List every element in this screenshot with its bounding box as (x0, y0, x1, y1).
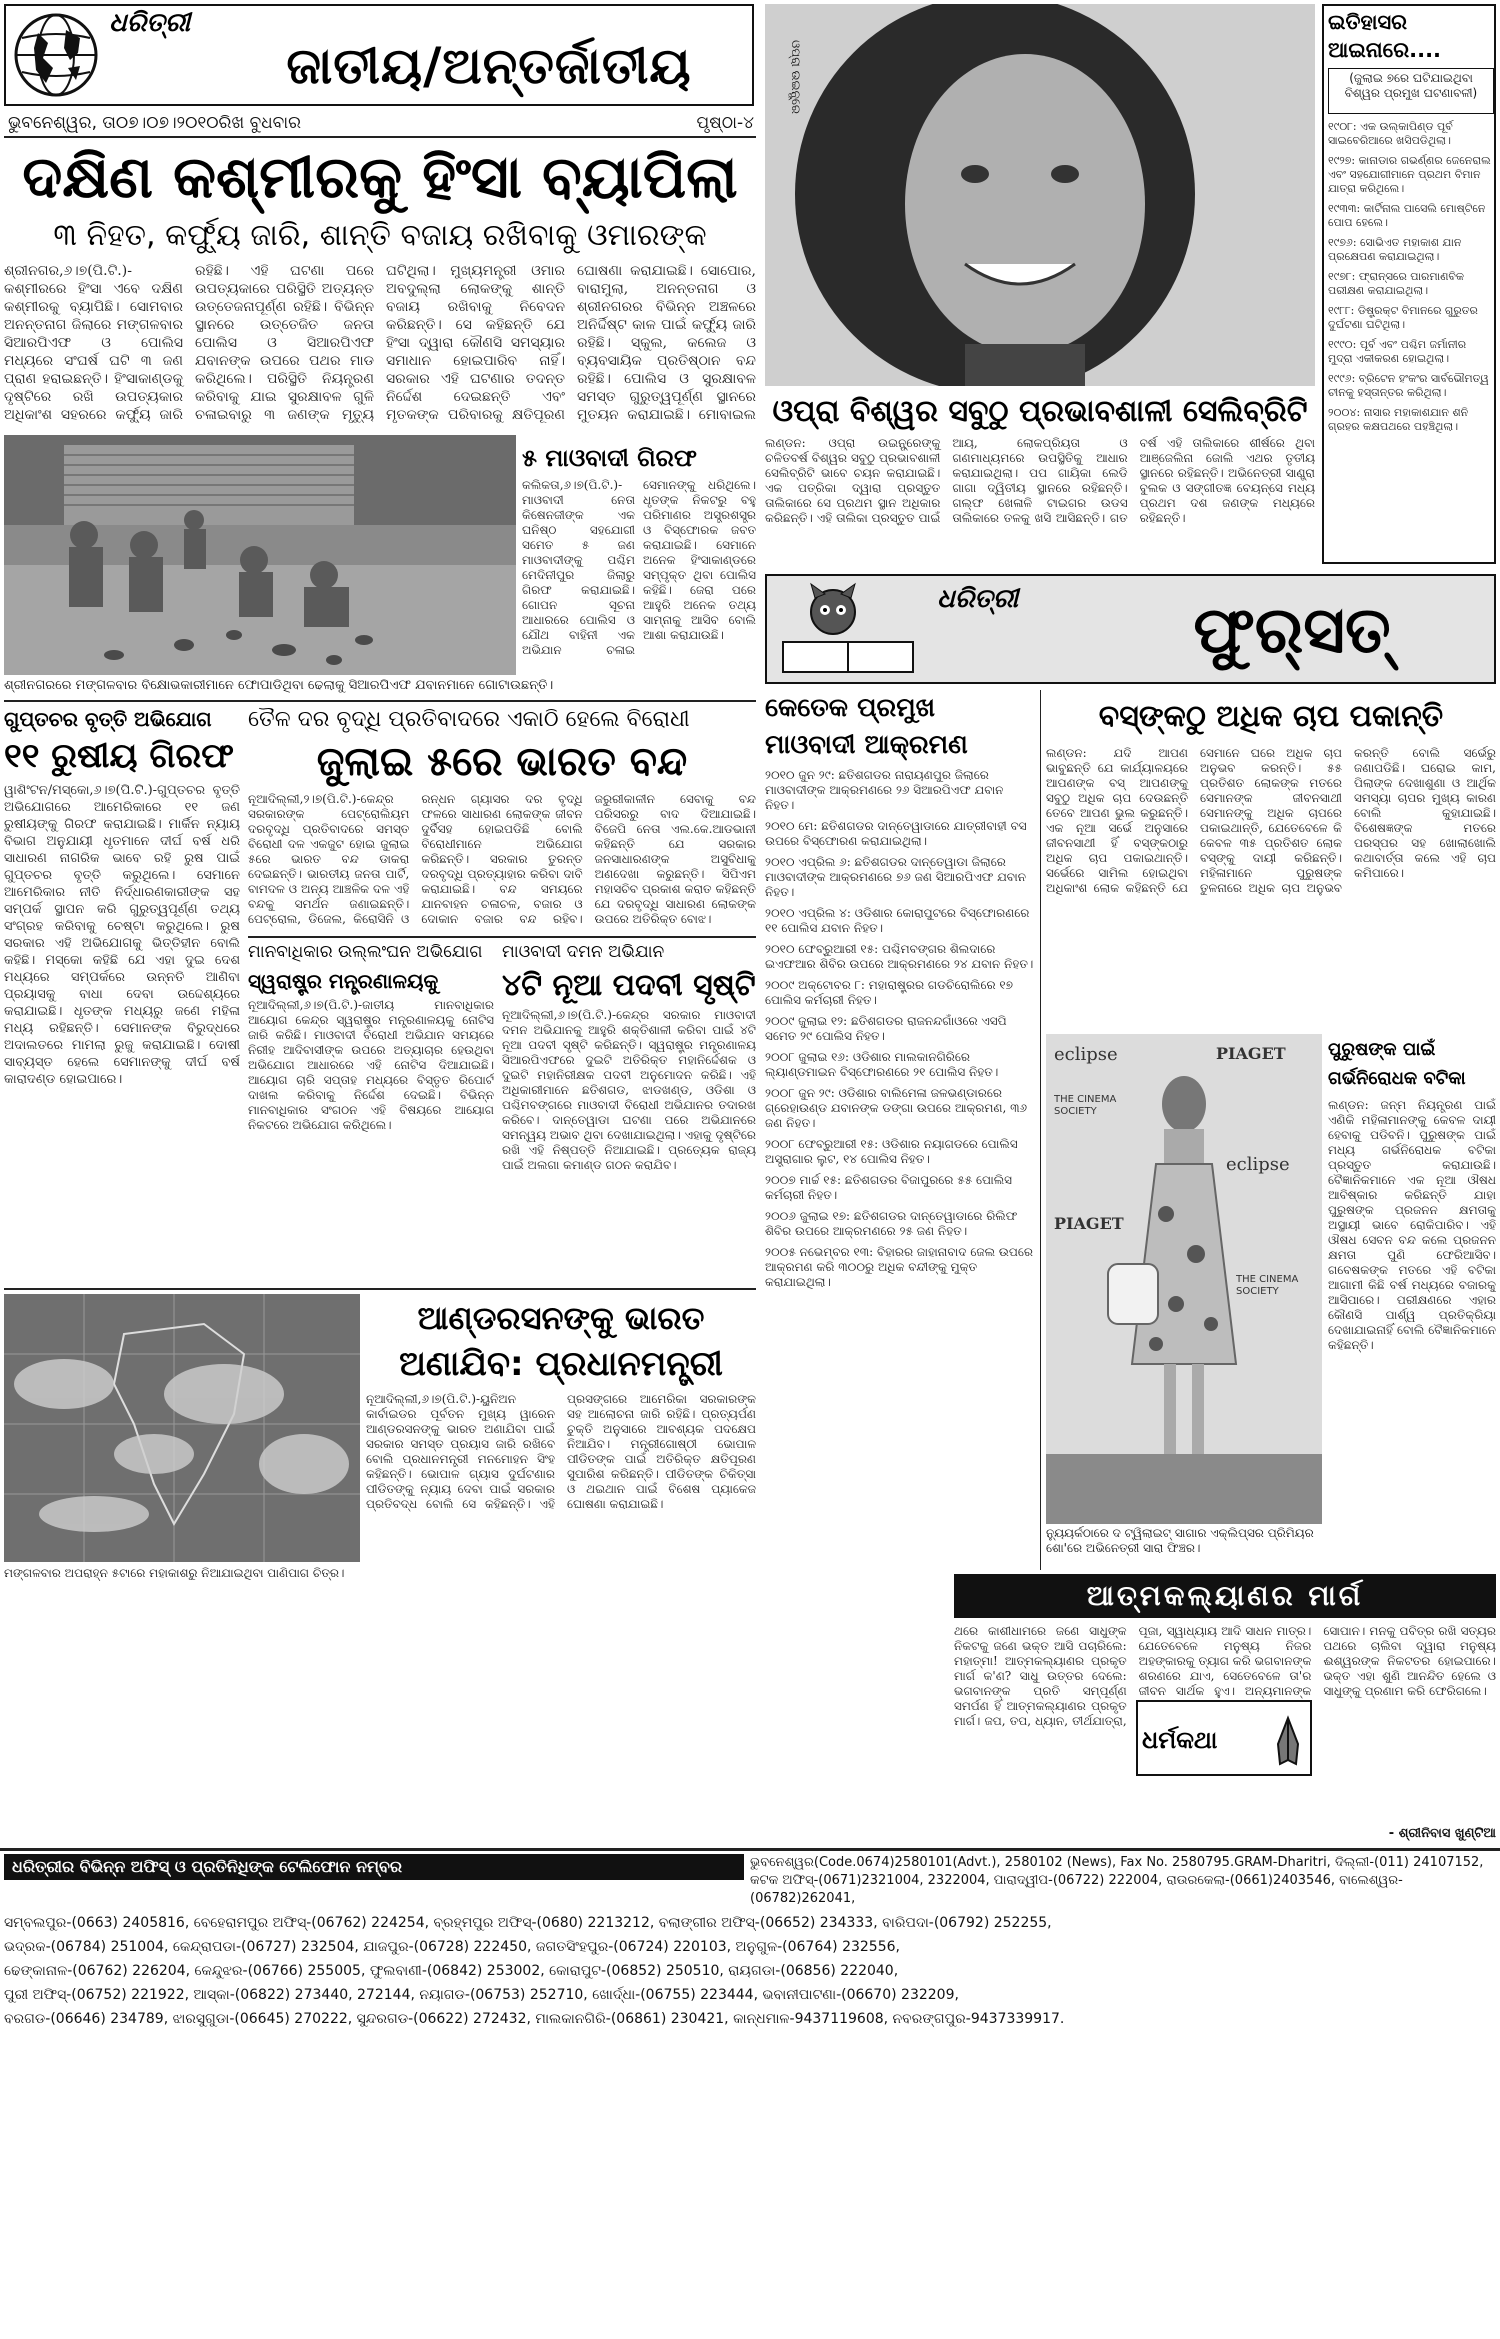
attack-item: ୨୦୦୮ ଜୁଲାଇ ୧୬: ଓଡିଶାର ମାଲକାନଗିରିରେ ଲ୍ୟାଣ୍ଡମାଇନ ବିସ୍ଫୋରଣରେ ୨୧ ପୋଲିସ ନିହତ। (765, 1050, 999, 1079)
new-posts-headline: ୪ଟି ନୂଆ ପଦବୀ ସୃଷ୍ଟି (502, 968, 756, 1003)
dharma-band-title: ଆତ୍ମକଲ୍ୟାଣର ମାର୍ଗ (1086, 1579, 1364, 1612)
footer-header-numbers: ଭୁବନେଶ୍ୱର(Code.0674)2580101(Advt.), 2580102 (News), Fax No. 2580795.GRAM-Dharitri, ଦିଲ୍ଲୀ-(011) 24107152, କଟକ ଅଫିସ୍-(0671)2321004, 2322004, ପାରାଦ୍ୱୀପ-(06722) 222004, ରାଉରକେଲା-(0661)2403546, ବାଲେଶ୍ୱର-(06782)262041, (750, 1855, 1484, 1906)
divider (4, 700, 756, 702)
attack-item: ୨୦୦୯ ଅକ୍ଟୋବର ୮: ମହାରାଷ୍ଟ୍ରର ଗଡଚିରୋଲିରେ ୧୭ ପୋଲିସ କର୍ମଚାରୀ ନିହତ। (765, 978, 1014, 1007)
bandh-headline: ଜୁଲାଇ ୫ରେ ଭାରତ ବନ୍ଦ (316, 739, 688, 785)
attack-item: ୨୦୦୮ ଜୁନ ୨୯: ଓଡିଶାର ବାଲିମେଳା ଜଳଭଣ୍ଡାରରେ ଗ୍ରେହାଉଣ୍ଡ ଯବାନଙ୍କ ଡଙ୍ଗା ଉପରେ ଆକ୍ରମଣ, ୩୬ ଜଣ ନିହତ। (765, 1086, 1028, 1130)
sign-cinema-society: THE CINEMA SOCIETY (1054, 1094, 1117, 1117)
attack-item: ୨୦୧୦ ମେ: ଛତିଶଗଡର ଦାନ୍ତେୱାଡାରେ ଯାତ୍ରୀବାହୀ ବସ ଉପରେ ବିସ୍ଫୋରଣ କରାଯାଇଥିଲା। (765, 819, 1027, 848)
oprah-headline: ଓପ୍ରା ବିଶ୍ୱର ସବୁଠୁ ପ୍ରଭାବଶାଳୀ ସେଲିବ୍ରିଟି (772, 394, 1308, 429)
divider (0, 1848, 1500, 1851)
male-pill-body: ଲଣ୍ଡନ: ଜନ୍ମ ନିୟନ୍ତ୍ରଣ ପାଇଁ ଏଣିକି ମହିଳାମାନଙ୍କୁ କେବଳ ଦାୟୀ ହେବାକୁ ପଡିବନି। ପୁରୁଷଙ୍କ ପାଇଁ ମଧ୍ୟ ଗର୍ଭନିରୋଧକ ବଟିକା ପ୍ରସ୍ତୁତ କରାଯାଉଛି। ବୈଜ୍ଞାନିକମାନେ ଏକ ନୂଆ ଔଷଧ ଆବିଷ୍କାର କରିଛନ୍ତି ଯାହା ପୁରୁଷଙ୍କ ପ୍ରଜନନ କ୍ଷମତାକୁ ଅସ୍ଥାୟୀ ଭାବେ ରୋକିପାରିବ। ଏହି ଔଷଧ ସେବନ ବନ୍ଦ କଲେ ପ୍ରଜନନ କ୍ଷମତା ପୁଣି ଫେରିଆସିବ। ଗବେଷକଙ୍କ ମତରେ ଏହି ବଟିକା ଆଗାମୀ କିଛି ବର୍ଷ ମଧ୍ୟରେ ବଜାରକୁ ଆସିପାରେ। ପରୀକ୍ଷଣରେ ଏହାର କୌଣସି ପାର୍ଶ୍ୱ ପ୍ରତିକ୍ରିୟା ଦେଖାଯାଇନାହିଁ ବୋଲି ବୈଜ୍ଞାନିକମାନେ କହିଛନ୍ତି। (1328, 1098, 1496, 1352)
history-item: ୧୯୯୬: ବ୍ରିଟେନ ହଂକଂର ସାର୍ବଭୌମତ୍ୱ ଚୀନକୁ ହସ୍ତାନ୍ତର କରିଥିଲା। (1328, 372, 1489, 399)
oprah-photo (765, 4, 1315, 386)
history-item: ୧୯୭୬: ସୋଭିଏତ ମହାକାଶ ଯାନ ପ୍ରକ୍ଷେପଣ କରାଯାଇଥିଲା। (1328, 236, 1462, 263)
attack-item: ୨୦୧୦ ଏପ୍ରିଲ ୪: ଓଡିଶାର କୋରାପୁଟରେ ବିସ୍ଫୋରଣରେ ୧୧ ପୋଲିସ ଯବାନ ନିହତ। (765, 906, 1030, 935)
history-item: ୧୯୯୦: ପୂର୍ବ ଏବଂ ପଶ୍ଚିମ ଜର୍ମାନୀର ମୁଦ୍ରା ଏକୀକରଣ ହୋଇଥିଲା। (1328, 338, 1467, 365)
sign-eclipse: eclipse (1226, 1154, 1290, 1175)
history-subtitle: (ଜୁଲାଇ ୭ରେ ଘଟିଯାଇଥିବା ବିଶ୍ୱର ପ୍ରମୁଖ ଘଟଣାବଳୀ) (1328, 68, 1494, 114)
bandh-kicker: ତୈଳ ଦର ବୃଦ୍ଧି ପ୍ରତିବାଦରେ ଏକାଠି ହେଲେ ବିରୋଧୀ (248, 707, 690, 732)
life-partner-headline: ବସ୍‌ଙ୍କଠୁ ଅଧିକ ଚାପ ପକାନ୍ତି (1098, 699, 1444, 734)
dharma-badge (1136, 1700, 1312, 1776)
life-partner-body: ଲଣ୍ଡନ: ଯଦି ଆପଣ ଭାବୁଛନ୍ତି ଯେ କାର୍ଯ୍ୟାଳୟରେ ଆପଣଙ୍କ ବସ୍ ଆପଣଙ୍କୁ ସବୁଠୁ ଅଧିକ ଚାପ ଦେଉଛନ୍ତି ତେବେ ଆପଣ ଭୁଲ କରୁଛନ୍ତି। ଏକ ନୂଆ ସର୍ଭେ ଅନୁସାରେ ଜୀବନସାଥୀ ହିଁ ବସ୍‌ଙ୍କଠାରୁ ଅଧିକ ଚାପ ପକାଇଥାନ୍ତି। ସର୍ଭେରେ ସାମିଲ ହୋଇଥିବା ଅଧିକାଂଶ ଲୋକ କହିଛନ୍ତି ଯେ ସେମାନେ ଘରେ ଅଧିକ ଚାପ ଅନୁଭବ କରନ୍ତି। ୫୫ ପ୍ରତିଶତ ଲୋକଙ୍କ ମତରେ ସେମାନଙ୍କ ଜୀବନସାଥୀ ସେମାନଙ୍କୁ ଅଧିକ ଚାପରେ ପକାଇଥାନ୍ତି, ଯେତେବେଳେ କି କେବଳ ୩୫ ପ୍ରତିଶତ ଲୋକ ବସ୍‌ଙ୍କୁ ଦାୟୀ କରିଛନ୍ତି। ମହିଳାମାନେ ପୁରୁଷଙ୍କ ତୁଳନାରେ ଅଧିକ ଚାପ ଅନୁଭବ କରନ୍ତି ବୋଲି ସର୍ଭେରୁ ଜଣାପଡିଛି। ଘରୋଇ କାମ, ପିଲାଙ୍କ ଦେଖାଶୁଣା ଓ ଆର୍ଥିକ ସମସ୍ୟା ଚାପର ମୁଖ୍ୟ କାରଣ ବୋଲି କୁହାଯାଇଛି। ବିଶେଷଜ୍ଞଙ୍କ ମତରେ ପରସ୍ପର ସହ ଖୋଲାଖୋଲି କଥାବାର୍ତ୍ତା କଲେ ଏହି ଚାପ କମିପାରେ। (1046, 746, 1496, 895)
human-rights-kicker: ମାନବାଧିକାର ଉଲ୍ଲଂଘନ ଅଭିଯୋଗ (248, 942, 483, 962)
masthead (4, 4, 756, 134)
history-item: ୧୯୩୩: କାର୍ଟିନାଲ ପାସେଲି ମୋଷ୍ଟିନେ ପୋପ ହେଲେ। (1328, 202, 1486, 229)
male-pill-headline-line2: ଗର୍ଭନିରୋଧକ ବଟିକା (1328, 1068, 1466, 1089)
bandh-body: ନୂଆଦିଲ୍ଲୀ,୨।୭(ପି.ଟି.)-କେନ୍ଦ୍ର ସରକାରଙ୍କ ପେଟ୍ରୋଲିୟମ ଦରବୃଦ୍ଧି ପ୍ରତିବାଦରେ ସମସ୍ତ ବିରୋଧୀ ଦଳ ଏକଜୁଟ ହୋଇ ଜୁଲାଇ ୫ରେ ଭାରତ ବନ୍ଦ ଡାକରା ଦେଇଛନ୍ତି। ଭାରତୀୟ ଜନତା ପାର୍ଟି, ବାମଦଳ ଓ ଅନ୍ୟ ଆଞ୍ଚଳିକ ଦଳ ଏହି ବନ୍ଦକୁ ସମର୍ଥନ ଜଣାଇଛନ୍ତି। ପେଟ୍ରୋଲ, ଡିଜେଲ, କିରୋସିନି ଓ ରନ୍ଧନ ଗ୍ୟାସର ଦର ବୃଦ୍ଧି ଫଳରେ ସାଧାରଣ ଲୋକଙ୍କ ଜୀବନ ଦୁର୍ବିସହ ହୋଇପଡିଛି ବୋଲି ବିରୋଧୀମାନେ ଅଭିଯୋଗ କରିଛନ୍ତି। ସରକାର ତୁରନ୍ତ ଦରବୃଦ୍ଧି ପ୍ରତ୍ୟାହାର କରିବା ଦାବି କରାଯାଇଛି। ବନ୍ଦ ସମୟରେ ଯାନବାହନ ଚଳାଚଳ, ବଜାର ଓ ଦୋକାନ ବଜାର ବନ୍ଦ ରହିବ। ଜରୁରୀକାଳୀନ ସେବାକୁ ବନ୍ଦ ପରିସରରୁ ବାଦ ଦିଆଯାଇଛି। ବିଜେପି ନେତା ଏଲ.କେ.ଆଡଭାନୀ କହିଛନ୍ତି ଯେ ସରକାର ଜନସାଧାରଣଙ୍କ ଅସୁବିଧାକୁ ଅଣଦେଖା କରୁଛନ୍ତି। ସିପିଏମ ମହାସଚିବ ପ୍ରକାଶ କରାତ କହିଛନ୍ତି ଯେ ଦରବୃଦ୍ଧି ସାଧାରଣ ଲୋକଙ୍କ ଉପରେ ଅତିରିକ୍ତ ବୋଝ। (248, 792, 756, 926)
fursat-title: ଫୁର୍‌ସତ୍ (1193, 594, 1391, 668)
masthead-logo-text: ଧରିତ୍ରୀ (109, 8, 191, 38)
footer-line: ପୁରୀ ଅଫିସ୍-(06752) 221922, ଆସ୍କା-(06822) 273440, 272144, ନୟାଗଡ-(06753) 252710, ଖୋର୍ଦ୍ଧା-(06755) 223444, ଭବାନୀପାଟଣା-(06670) 232209, (4, 1987, 959, 2003)
divider (1040, 690, 1041, 1570)
attack-item: ୨୦୧୦ ଜୁନ ୨୯: ଛତିଶଗଡର ନାରାୟଣପୁର ଜିଲାରେ ମାଓବାଦୀଙ୍କ ଆକ୍ରମଣରେ ୨୬ ସିଆରପିଏଫ ଯବାନ ନିହତ। (765, 768, 1004, 812)
footer-line: ସମ୍ବଲପୁର-(0663) 2405816, ବେହେରାମପୁର ଅଫିସ୍-(06762) 224254, ବ୍ରହ୍ମପୁର ଅଫିସ୍-(0680) 2213212, ବଲାଙ୍ଗୀର ଅଫିସ୍-(06652) 234333, ବାରିପଦା-(06792) 252255, (4, 1915, 1052, 1931)
lead-subhead: ୩ ନିହତ, କର୍ଫ୍ୟୁ ଜାରି, ଶାନ୍ତି ବଜାୟ ରଖିବାକୁ ଓମାରଙ୍କ (53, 218, 707, 253)
fursat-logo-text: ଧରିତ୍ରୀ (937, 584, 1019, 614)
maoist-attacks-headline-line2: ମାଓବାଦୀ ଆକ୍ରମଣ (765, 730, 968, 760)
divider (4, 136, 756, 138)
history-item: ୧୯୮୮: ଡିଷ୍ଟ୍ରକ୍ଟ ବିମାନରେ ଗୁରୁତର ଦୁର୍ଘଟଣା ଘଟିଥିଲା। (1328, 304, 1478, 331)
spy-kicker: ଗୁପ୍ତଚର ବୃତ୍ତି ଅଭିଯୋଗ (4, 707, 212, 731)
history-title-line2: ଆଇନାରେ.... (1328, 38, 1442, 62)
sign-cinema-society: THE CINEMA SOCIETY (1236, 1274, 1299, 1297)
footer-line: ଭଦ୍ରକ-(06784) 251004, କେନ୍ଦ୍ରାପଡା-(06727) 232504, ଯାଜପୁର-(06728) 222450, ଜଗତସିଂହପୁର-(06724) 220103, ଅନୁଗୁଳ-(06764) 232556, (4, 1939, 900, 1955)
history-list (1328, 120, 1494, 560)
male-pill-headline-line1: ପୁରୁଷଙ୍କ ପାଇଁ (1328, 1039, 1436, 1060)
footer (0, 1852, 1500, 2339)
history-item: ୧୯୨୭: କାନାଡାର ଗଭର୍ଣ୍ଣର ଜେନେରାଲ ଏବଂ ସହଯୋଗୀମାନେ ପ୍ରଥମ ବିମାନ ଯାତ୍ରା କରିଥିଲେ। (1328, 154, 1491, 195)
history-item: ୧୯୦୮: ଏକ ଉଲ୍କାପିଣ୍ଡ ପୂର୍ବ ସାଇବେରିଆରେ ଖସିପଡିଥିଲା। (1328, 120, 1453, 147)
divider (248, 936, 756, 938)
maoist-attacks-headline-line1: କେତେକ ପ୍ରମୁଖ (765, 693, 936, 723)
attack-item: ୨୦୦୭ ମାର୍ଚ୍ଚ ୧୫: ଛତିଶଗଡର ବିଜାପୁରରେ ୫୫ ପୋଲିସ କର୍ମଚାରୀ ନିହତ। (765, 1173, 1012, 1202)
oprah-photo-credit: ଓପ୍ରା ଉଇନ୍ଫ୍ରେ (789, 40, 803, 114)
dharma-band (954, 1574, 1496, 1618)
history-box (1322, 4, 1496, 564)
attack-item: ୨୦୧୦ ଏପ୍ରିଲ ୬: ଛତିଶଗଡର ଦାନ୍ତେୱାଡା ଜିଲାରେ ମାଓବାଦୀଙ୍କ ଆକ୍ରମଣରେ ୭୬ ଜଣ ସିଆରପିଏଫ ଯବାନ ନିହତ। (765, 855, 1026, 899)
oprah-body: ଲଣ୍ଡନ: ଓପ୍ରା ଉଇନ୍ଫ୍ରେଙ୍କୁ ଚଳିତବର୍ଷ ବିଶ୍ୱର ସବୁଠୁ ପ୍ରଭାବଶାଳୀ ସେଲିବ୍ରିଟି ଭାବେ ଚୟନ କରାଯାଇଛି। ଏକ ପତ୍ରିକା ଦ୍ୱାରା ପ୍ରସ୍ତୁତ ତାଲିକାରେ ସେ ପ୍ରଥମ ସ୍ଥାନ ଅଧିକାର କରିଛନ୍ତି। ଏହି ତାଲିକା ପ୍ରସ୍ତୁତ ପାଇଁ ଆୟ, ଲୋକପ୍ରିୟତା ଓ ଗଣମାଧ୍ୟମରେ ଉପସ୍ଥିତିକୁ ଆଧାର କରାଯାଇଥିଲା। ପପ ଗାୟିକା ଲେଡି ଗାଗା ଦ୍ୱିତୀୟ ସ୍ଥାନରେ ରହିଛନ୍ତି। ଗଲ୍ଫ ଖେଳାଳି ଟାଇଗର ଉଡସ ତାଲିକାରେ ତଳକୁ ଖସି ଆସିଛନ୍ତି। ଗତ ବର୍ଷ ଏହି ତାଲିକାରେ ଶୀର୍ଷରେ ଥିବା ଆଞ୍ଜେଲିନା ଜୋଲି ଏଥର ତୃତୀୟ ସ୍ଥାନରେ ରହିଛନ୍ତି। ଅଭିନେତ୍ରୀ ସାଣ୍ଡ୍ରା ବୁଲକ ଓ ସଙ୍ଗୀତଜ୍ଞ ବେୟନ୍ସେ ମଧ୍ୟ ପ୍ରଥମ ଦଶ ଜଣଙ୍କ ମଧ୍ୟରେ ରହିଛନ୍ତି। (765, 436, 1315, 525)
attack-item: ୨୦୦୯ ଜୁଲାଇ ୧୨: ଛତିଶଗଡର ରାଜନନ୍ଦଗାଁଓରେ ଏସପି ସମେତ ୨୯ ପୋଲିସ ନିହତ। (765, 1014, 1007, 1043)
lead-body: ଶ୍ରୀନଗର,୬।୭(ପି.ଟି.)-କଶ୍ମୀରରେ ହିଂସା ଏବେ ଦକ୍ଷିଣ କଶ୍ମୀରକୁ ବ୍ୟାପିଛି। ସୋମବାର ଅନନ୍ତନାଗ ଜିଲାରେ ମଙ୍ଗଳବାର ସିଆରପିଏଫ ଓ ପୋଲିସ ମଧ୍ୟରେ ସଂଘର୍ଷ ଘଟି ୩ ଜଣ ପ୍ରାଣ ହରାଇଛନ୍ତି। ହିଂସାକାଣ୍ଡକୁ ଦୃଷ୍ଟିରେ ରଖି ଉପତ୍ୟକାର ଅଧିକାଂଶ ସହରରେ କର୍ଫ୍ୟୁ ଜାରି ରହିଛି। ଏହି ଘଟଣା ପରେ ଉପତ୍ୟକାରେ ପରିସ୍ଥିତି ଅତ୍ୟନ୍ତ ଉତ୍ତେଜନାପୂର୍ଣ୍ଣ ରହିଛି। ବିଭିନ୍ନ ସ୍ଥାନରେ ଉତ୍ତେଜିତ ଜନତା ପୋଲିସ ଓ ସିଆରପିଏଫ ଯବାନଙ୍କ ଉପରେ ପଥର ମାଡ କରିଥିଲେ। ପରିସ୍ଥିତି ନିୟନ୍ତ୍ରଣ କରିବାକୁ ଯାଇ ସୁରକ୍ଷାବଳ ଗୁଳି ଚଳାଇବାରୁ ୩ ଜଣଙ୍କ ମୃତ୍ୟୁ ଘଟିଥିଲା। ମୁଖ୍ୟମନ୍ତ୍ରୀ ଓମାର ଅବଦୁଲ୍ଲା ଲୋକଙ୍କୁ ଶାନ୍ତି ବଜାୟ ରଖିବାକୁ ନିବେଦନ କରିଛନ୍ତି। ସେ କହିଛନ୍ତି ଯେ ହିଂସା ଦ୍ୱାରା କୌଣସି ସମସ୍ୟାର ସମାଧାନ ହୋଇପାରିବ ନାହିଁ। ସରକାର ଏହି ଘଟଣାର ତଦନ୍ତ ନିର୍ଦ୍ଦେଶ ଦେଇଛନ୍ତି ଏବଂ ମୃତକଙ୍କ ପରିବାରକୁ କ୍ଷତିପୂରଣ ଘୋଷଣା କରାଯାଇଛି। ସୋପୋର, ବାରାମୁଲା, ଅନନ୍ତନାଗ ଓ ଶ୍ରୀନଗରର ବିଭିନ୍ନ ଅଞ୍ଚଳରେ ଅନିର୍ଦ୍ଦିଷ୍ଟ କାଳ ପାଇଁ କର୍ଫ୍ୟୁ ଜାରି ରହିଛି। ସ୍କୁଲ, କଲେଜ ଓ ବ୍ୟବସାୟିକ ପ୍ରତିଷ୍ଠାନ ବନ୍ଦ ରହିଛି। ପୋଲିସ ଓ ସୁରକ୍ଷାବଳ ସମସ୍ତ ଗୁରୁତ୍ୱପୂର୍ଣ୍ଣ ସ୍ଥାନରେ ମୁତୟନ କରାଯାଇଛି। ମୋବାଇଲ (4, 263, 756, 423)
anderson-body: ନୂଆଦିଲ୍ଲୀ,୬।୭(ପି.ଟି.)-ୟୁନିଅନ କାର୍ବାଇଡର ପୂର୍ବତନ ମୁଖ୍ୟ ୱାରେନ ଆଣ୍ଡରସନଙ୍କୁ ଭାରତ ଅଣାଯିବା ପାଇଁ ସରକାର ସମସ୍ତ ପ୍ରୟାସ ଜାରି ରଖିବେ ବୋଲି ପ୍ରଧାନମନ୍ତ୍ରୀ ମନମୋହନ ସିଂହ କହିଛନ୍ତି। ଭୋପାଳ ଗ୍ୟାସ ଦୁର୍ଘଟଣାର ପୀଡିତଙ୍କୁ ନ୍ୟାୟ ଦେବା ପାଇଁ ସରକାର ପ୍ରତିବଦ୍ଧ ବୋଲି ସେ କହିଛନ୍ତି। ଏହି ପ୍ରସଙ୍ଗରେ ଆମେରିକା ସରକାରଙ୍କ ସହ ଆଲୋଚନା ଜାରି ରହିଛି। ପ୍ରତ୍ୟର୍ପଣ ଚୁକ୍ତି ଅନୁସାରେ ଆବଶ୍ୟକ ପଦକ୍ଷେପ ନିଆଯିବ। ମନ୍ତ୍ରୀଗୋଷ୍ଠୀ ଭୋପାଳ ପୀଡିତଙ୍କ ପାଇଁ ଅତିରିକ୍ତ କ୍ଷତିପୂରଣ ସୁପାରିଶ କରିଛନ୍ତି। ପୀଡିତଙ୍କ ଚିକିତ୍ସା ଓ ଥଇଥାନ ପାଇଁ ବିଶେଷ ପ୍ୟାକେଜ ଘୋଷଣା କରାଯାଇଛି। (366, 1392, 756, 1511)
divider (4, 1288, 756, 1290)
praying-hands-icon (1266, 1714, 1310, 1768)
dharma-author: - ଶ୍ରୀନିବାସ ଖୁଣ୍ଟିଆ (1388, 1826, 1496, 1841)
maoist-arrest-headline: ୫ ମାଓବାଦୀ ଗିରଫ (522, 444, 697, 472)
actress-photo-caption: ନ୍ୟୁୟର୍କଠାରେ ଦ ଟ୍ୱିଲାଇଟ୍ ସାଗାର ଏକ୍ଲିପ୍ସର ପ୍ରିମିୟର ଶୋ'ରେ ଅଭିନେତ୍ରୀ ସାରା ଫିଞ୍ଚର। (1046, 1526, 1314, 1555)
kashmir-photo (4, 435, 516, 675)
dharma-body: ଥରେ କାଶୀଧାମରେ ଜଣେ ସାଧୁଙ୍କ ନିକଟକୁ ଜଣେ ଭକ୍ତ ଆସି ପଚାରିଲେ: ମହାତ୍ମା! ଆତ୍ମକଲ୍ୟାଣର ପ୍ରକୃତ ମାର୍ଗ କ'ଣ? ସାଧୁ ଉତ୍ତର ଦେଲେ: ଭଗବାନଙ୍କ ପ୍ରତି ସମ୍ପୂର୍ଣ୍ଣ ସମର୍ପଣ ହିଁ ଆତ୍ମକଲ୍ୟାଣର ପ୍ରକୃତ ମାର୍ଗ। ଜପ, ତପ, ଧ୍ୟାନ, ତୀର୍ଥଯାତ୍ରା, ପୂଜା, ସ୍ୱାଧ୍ୟାୟ ଆଦି ସାଧନ ମାତ୍ର। ଯେତେବେଳେ ମନୁଷ୍ୟ ନିଜର ଅହଙ୍କାରକୁ ତ୍ୟାଗ କରି ଭଗବାନଙ୍କ ଶରଣରେ ଯାଏ, ସେତେବେଳେ ତା'ର ଜୀବନ ସାର୍ଥକ ହୁଏ। ଅନ୍ୟମାନଙ୍କ ସୋପାନ। ମନକୁ ପବିତ୍ର ରଖି ସତ୍ୟର ପଥରେ ଚାଲିବା ଦ୍ୱାରା ମନୁଷ୍ୟ ଈଶ୍ୱରଙ୍କ ନିକଟତର ହୋଇପାରେ। ଭକ୍ତ ଏହା ଶୁଣି ଆନନ୍ଦିତ ହେଲେ ଓ ସାଧୁଙ୍କୁ ପ୍ରଣାମ କରି ଫେରିଗଲେ। (954, 1624, 1496, 1728)
new-posts-body: ନୂଆଦିଲ୍ଲୀ,୬।୭(ପି.ଟି.)-କେନ୍ଦ୍ର ସରକାର ମାଓବାଦୀ ଦମନ ଅଭିଯାନକୁ ଆହୁରି ଶକ୍ତିଶାଳୀ କରିବା ପାଇଁ ୪ଟି ନୂଆ ପଦବୀ ସୃଷ୍ଟି କରିଛନ୍ତି। ସ୍ୱରାଷ୍ଟ୍ର ମନ୍ତ୍ରଣାଳୟ ସିଆରପିଏଫରେ ଦୁଇଟି ଅତିରିକ୍ତ ମହାନିର୍ଦ୍ଦେଶକ ଓ ଦୁଇଟି ମହାନିରୀକ୍ଷକ ପଦବୀ ଅନୁମୋଦନ କରିଛି। ଏହି ଅଧିକାରୀମାନେ ଛତିଶଗଡ, ଝାଡଖଣ୍ଡ, ଓଡିଶା ଓ ପଶ୍ଚିମବଙ୍ଗରେ ମାଓବାଦୀ ବିରୋଧୀ ଅଭିଯାନର ତଦାରଖ କରିବେ। ଦାନ୍ତେୱାଡା ଘଟଣା ପରେ ଅଭିଯାନରେ ସମନ୍ୱୟ ଅଭାବ ଥିବା ଦେଖାଯାଇଥିଲା। ଏହାକୁ ଦୃଷ୍ଟିରେ ରଖି ଏହି ନିଷ୍ପତ୍ତି ନିଆଯାଇଛି। ପ୍ରତ୍ୟେକ ରାଜ୍ୟ ପାଇଁ ଅଲଗା କମାଣ୍ଡ ଗଠନ କରାଯିବ। (502, 1008, 756, 1172)
human-rights-headline: ସ୍ୱରାଷ୍ଟ୍ର ମନ୍ତ୍ରଣାଳୟକୁ (248, 969, 439, 993)
maoist-attacks-list (765, 768, 1035, 1568)
history-item: ୨୦୦୪: ନାସାର ମହାକାଶଯାନ ଶନି ଗ୍ରହର କକ୍ଷପଥରେ ପହଞ୍ଚିଥିଲା। (1328, 406, 1469, 433)
fursat-banner (765, 574, 1496, 684)
spy-body: ୱାଶିଂଟନ/ମସ୍କୋ,୬।୭(ପି.ଟି.)-ଗୁପ୍ତଚର ବୃତ୍ତି ଅଭିଯୋଗରେ ଆମେରିକାରେ ୧୧ ଜଣ ରୁଷୀୟଙ୍କୁ ଗିରଫ କରାଯାଇଛି। ମାର୍କିନ ନ୍ୟାୟ ବିଭାଗ ଅନୁଯାୟୀ ଧୃତମାନେ ଦୀର୍ଘ ବର୍ଷ ଧରି ସାଧାରଣ ନାଗରିକ ଭାବେ ରହି ରୁଷ ପାଇଁ ଗୁପ୍ତଚର ବୃତ୍ତି କରୁଥିଲେ। ସେମାନେ ଆମେରିକାର ନୀତି ନିର୍ଦ୍ଧାରଣକାରୀଙ୍କ ସହ ସମ୍ପର୍କ ସ୍ଥାପନ କରି ଗୁରୁତ୍ୱପୂର୍ଣ୍ଣ ତଥ୍ୟ ସଂଗ୍ରହ କରିବାକୁ ଚେଷ୍ଟା କରୁଥିଲେ। ରୁଷ ସରକାର ଏହି ଅଭିଯୋଗକୁ ଭିତ୍ତିହୀନ ବୋଲି କହିଛି। ମସ୍କୋ କହିଛି ଯେ ଏହା ଦୁଇ ଦେଶ ମଧ୍ୟରେ ସମ୍ପର୍କରେ ଉନ୍ନତି ଆଣିବା ପ୍ରୟାସକୁ ବାଧା ଦେବା ଉଦ୍ଦେଶ୍ୟରେ କରାଯାଇଛି। ଧୃତଙ୍କ ମଧ୍ୟରୁ ଜଣେ ମହିଳା ମଧ୍ୟ ରହିଛନ୍ତି। ସେମାନଙ୍କ ବିରୁଦ୍ଧରେ ଅଦାଲତରେ ମାମଲା ରୁଜୁ କରାଯାଇଛି। ଦୋଷୀ ସାବ୍ୟସ୍ତ ହେଲେ ସେମାନଙ୍କୁ ଦୀର୍ଘ ବର୍ଷ କାରାଦଣ୍ଡ ହୋଇପାରେ। (4, 783, 240, 1087)
lead-headline: ଦକ୍ଷିଣ କଶ୍ମୀରକୁ ହିଂସା ବ୍ୟାପିଲା (22, 143, 738, 211)
maoist-arrest-body: କଲିକତା,୬।୭(ପି.ଟି.)-ମାଓବାଦୀ ନେତା କିଷେନଜୀଙ୍କ ଏକ ଘନିଷ୍ଠ ସହଯୋଗୀ ସମେତ ୫ ଜଣ ମାଓବାଦୀଙ୍କୁ ପଶ୍ଚିମ ମେଦିନୀପୁର ଜିଲାରୁ ଗିରଫ କରାଯାଇଛି। ଗୋପନ ସୂଚନା ଆଧାରରେ ପୋଲିସ ଓ ଯୌଥ ବାହିନୀ ଏକ ଅଭିଯାନ ଚଳାଇ ସେମାନଙ୍କୁ ଧରିଥିଲେ। ଧୃତଙ୍କ ନିକଟରୁ ବହୁ ପରିମାଣର ଅସ୍ତ୍ରଶସ୍ତ୍ର ଓ ବିସ୍ଫୋରକ ଜବତ କରାଯାଇଛି। ସେମାନେ ଅନେକ ହିଂସାକାଣ୍ଡରେ ସମ୍ପୃକ୍ତ ଥିବା ପୋଲିସ କହିଛି। ଜେରା ପରେ ଆହୁରି ଅନେକ ତଥ୍ୟ ସାମ୍ନାକୁ ଆସିବ ବୋଲି ଆଶା କରାଯାଉଛି। (522, 478, 756, 657)
attack-item: ୨୦୦୫ ନଭେମ୍ବର ୧୩: ବିହାରର ଜାହାନାବାଦ ଜେଲ ଉପରେ ଆକ୍ରମଣ କରି ୩୦୦ରୁ ଅଧିକ ବନ୍ଦୀଙ୍କୁ ମୁକ୍ତ କରାଯାଇଥିଲା। (765, 1245, 1033, 1289)
section-title: ଜାତୀୟ/ଅନ୍ତର୍ଜାତୀୟ (286, 37, 692, 95)
history-title-line1: ଇତିହାସର (1328, 10, 1408, 34)
footer-line: ଢେଙ୍କାନାଳ-(06762) 226204, କେନ୍ଦୁଝର-(06766) 255005, ଫୁଲବାଣୀ-(06842) 253002, କୋରାପୁଟ-(06852) 250510, ରାୟଗଡା-(06856) 222040, (4, 1963, 899, 1979)
history-item: ୧୯୭୮: ଫ୍ରାନ୍ସରେ ପାରମାଣବିକ ପରୀକ୍ଷଣ କରାଯାଇଥିଲା। (1328, 270, 1465, 297)
weather-satellite-photo (4, 1294, 360, 1562)
globe-icon (8, 8, 108, 102)
new-posts-kicker: ମାଓବାଦୀ ଦମନ ଅଭିଯାନ (502, 942, 665, 962)
kashmir-photo-illustration (4, 435, 516, 675)
sign-eclipse: eclipse (1054, 1044, 1118, 1065)
dharma-badge-text: ଧର୍ମକଥା (1142, 1726, 1218, 1754)
attack-item: ୨୦୦୮ ଫେବ୍ରୁଆରୀ ୧୫: ଓଡିଶାର ନୟାଗଡରେ ପୋଲିସ ଅସ୍ତ୍ରାଗାର ଲୁଟ, ୧୪ ପୋଲିସ ନିହତ। (765, 1137, 1018, 1166)
actress-photo (1046, 1034, 1322, 1524)
kashmir-photo-caption: ଶ୍ରୀନଗରରେ ମଙ୍ଗଳବାର ବିକ୍ଷୋଭକାରୀମାନେ ଫୋପାଡିଥିବା ଢେଲାକୁ ସିଆରପିଏଫ ଯବାନମାନେ ଗୋଟାଉଛନ୍ତି। (4, 678, 554, 693)
footer-title: ଧରିତ୍ରୀର ବିଭିନ୍ନ ଅଫିସ୍ ଓ ପ୍ରତିନିଧିଙ୍କ ଟେଲିଫୋନ ନମ୍ବର (4, 1854, 744, 1880)
attack-item: ୨୦୧୦ ଫେବ୍ରୁଆରୀ ୧୫: ପଶ୍ଚିମବଙ୍ଗର ଶିଲଦାରେ ଇଏଫଆର ଶିବିର ଉପରେ ଆକ୍ରମଣରେ ୨୪ ଯବାନ ନିହତ। (765, 942, 1034, 971)
spy-headline: ୧୧ ରୁଷୀୟ ଗିରଫ (4, 736, 234, 776)
human-rights-body: ନୂଆଦିଲ୍ଲୀ,୬।୭(ପି.ଟି.)-ଜାତୀୟ ମାନବାଧିକାର ଆୟୋଗ କେନ୍ଦ୍ର ସ୍ୱରାଷ୍ଟ୍ର ମନ୍ତ୍ରଣାଳୟକୁ ନୋଟିସ ଜାରି କରିଛି। ମାଓବାଦୀ ବିରୋଧୀ ଅଭିଯାନ ସମୟରେ ନିରୀହ ଆଦିବାସୀଙ୍କ ଉପରେ ଅତ୍ୟାଚାର ହେଉଥିବା ଅଭିଯୋଗ ଆଧାରରେ ଏହି ନୋଟିସ ଦିଆଯାଇଛି। ଆୟୋଗ ଚାରି ସପ୍ତାହ ମଧ୍ୟରେ ବିସ୍ତୃତ ରିପୋର୍ଟ ଦାଖଲ କରିବାକୁ ନିର୍ଦ୍ଦେଶ ଦେଇଛି। ବିଭିନ୍ନ ମାନବାଧିକାର ସଂଗଠନ ଏହି ବିଷୟରେ ଆୟୋଗ ନିକଟରେ ଅଭିଯୋଗ କରିଥିଲେ। (248, 998, 494, 1132)
cartoon-cat-icon (773, 582, 923, 678)
sign-piaget: PIAGET (1054, 1214, 1124, 1233)
sign-piaget: PIAGET (1216, 1044, 1286, 1063)
anderson-headline-line2: ଅଣାଯିବ: ପ୍ରଧାନମନ୍ତ୍ରୀ (399, 1344, 723, 1384)
page-label: ପୃଷ୍ଠା-୪ (696, 113, 754, 133)
satellite-map-illustration (4, 1294, 360, 1562)
footer-line: ବରଗଡ-(06646) 234789, ଝାରସୁଗୁଡା-(06645) 270222, ସୁନ୍ଦରଗଡ-(06622) 272432, ମାଲକାନଗିରି-(06861) 230421, କାନ୍ଧମାଳ-9437119608, ନବରଙ୍ଗପୁର-9437339917. (4, 2011, 1065, 2027)
anderson-headline-line1: ଆଣ୍ଡରସନଙ୍କୁ ଭାରତ (417, 1299, 705, 1337)
weather-caption: ମଙ୍ଗଳବାର ଅପରାହ୍ନ ୫ଟାରେ ମହାକାଶରୁ ନିଆଯାଇଥିବା ପାଣିପାଗ ଚିତ୍ର। (4, 1566, 345, 1580)
oprah-portrait-illustration (765, 4, 1315, 386)
attack-item: ୨୦୦୬ ଜୁଲାଇ ୧୭: ଛତିଶଗଡର ଦାନ୍ତେୱାଡାରେ ରିଲିଫ ଶିବିର ଉପରେ ଆକ୍ରମଣରେ ୨୫ ଜଣ ନିହତ। (765, 1209, 1018, 1238)
dateline: ଭୁବନେଶ୍ୱର, ତା୦୭।୦୭।୨୦୧୦ରିଖ ବୁଧବାର (8, 113, 302, 133)
